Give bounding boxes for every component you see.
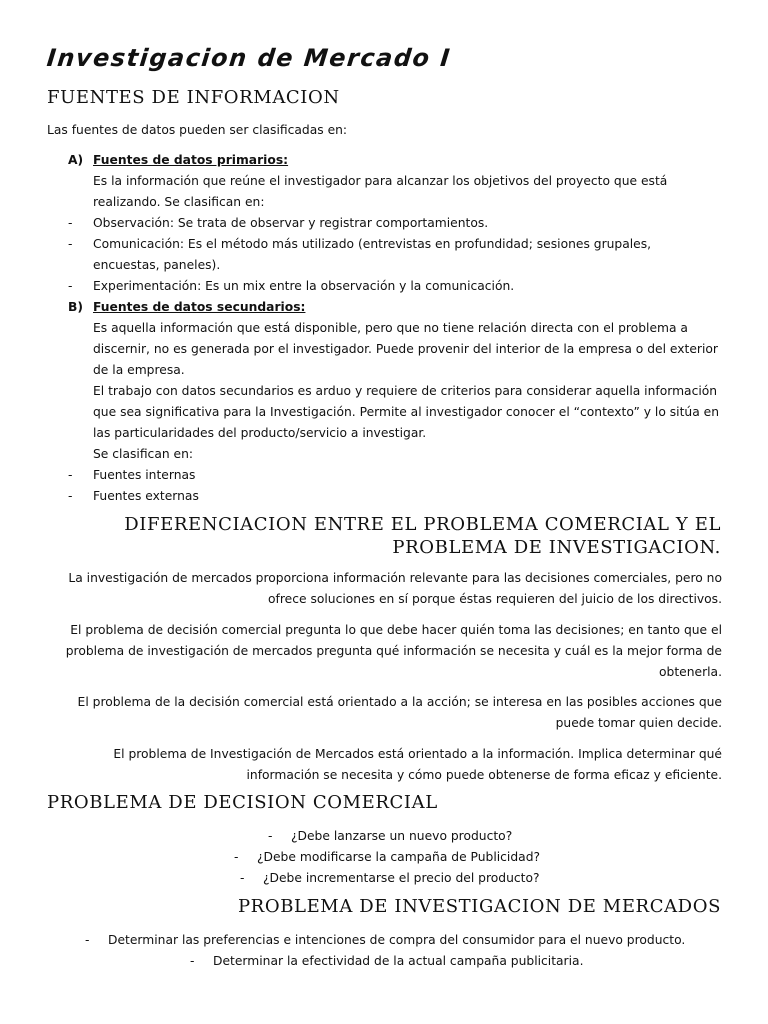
heading-fuentes: FUENTES DE INFORMACION [47,87,340,108]
decision-item: ¿Debe modificarse la campaña de Publicidad? [257,850,541,864]
dif-paragraph: La investigación de mercados proporciona información relevante para las decisiones comerciales, pero no ofrece soluciones en sí porque éstas requieren del juicio de los directivos. [68,571,722,606]
primarios-desc: Es la información que reúne el investigador para alcanzar los objetivos del proyecto que está realizando. Se clasifican en: [93,174,668,209]
dif-paragraph: El problema de Investigación de Mercados está orientado a la información. Implica determinar qué información se necesita y cómo puede obtenerse de forma eficaz y eficiente. [113,747,722,782]
document-title: Investigacion de Mercado I [45,44,453,72]
intro-text: Las fuentes de datos pueden ser clasificadas en: [47,123,348,137]
bullet-dash: - [68,279,73,293]
bullet-dash: - [190,954,195,968]
heading-investigacion-mercados: PROBLEMA DE INVESTIGACION DE MERCADOS [237,896,721,917]
investigacion-item: Determinar la efectividad de la actual campaña publicitaria. [213,954,584,968]
primarios-title: Fuentes de datos primarios: [93,153,289,167]
primarios-item: Comunicación: Es el método más utilizado (entrevistas en profundidad; sesiones grupales, encuestas, paneles). [93,237,652,272]
dif-paragraph: El problema de la decisión comercial está orientado a la acción; se interesa en las posibles acciones que puede tomar quien decide. [77,695,722,730]
investigacion-item: Determinar las preferencias e intenciones de compra del consumidor para el nuevo producto. [108,933,686,947]
bullet-dash: - [68,468,73,482]
secundarios-item: Fuentes externas [93,489,199,503]
secundarios-item: Fuentes internas [93,468,196,482]
primarios-item: Observación: Se trata de observar y registrar comportamientos. [93,216,489,230]
decision-item: ¿Debe incrementarse el precio del producto? [263,871,540,885]
dif-paragraph: El problema de decisión comercial pregunta lo que debe hacer quién toma las decisiones; en tanto que el problema de investigación de mercados pregunta qué información se necesita y cuál es la mejor forma de obtenerla. [65,623,722,679]
bullet-dash: - [240,871,245,885]
decision-item: ¿Debe lanzarse un nuevo producto? [291,829,513,843]
list-marker-b: B) [68,300,83,314]
heading-decision-comercial: PROBLEMA DE DECISION COMERCIAL [47,792,438,813]
secundarios-desc-1: Es aquella información que está disponible, pero que no tiene relación directa con el problema a discernir, no es generada por el investigador. Puede provenir del interior de la empresa o del exterior de la empresa. [93,321,718,377]
bullet-dash: - [234,850,239,864]
secundarios-desc-2: El trabajo con datos secundarios es arduo y requiere de criterios para considerar aquella información que sea significativa para la Investigación. Permite al investigador conocer el “contexto” y lo sitúa en las particularidades del producto/servicio a investigar. [93,384,719,440]
bullet-dash: - [68,216,73,230]
secundarios-desc-3: Se clasifican en: [93,447,194,461]
heading-diferenciacion: DIFERENCIACION ENTRE EL PROBLEMA COMERCIAL Y EL PROBLEMA DE INVESTIGACION. [124,514,721,558]
bullet-dash: - [85,933,90,947]
bullet-dash: - [268,829,273,843]
bullet-dash: - [68,237,73,251]
list-marker-a: A) [68,153,84,167]
primarios-item: Experimentación: Es un mix entre la observación y la comunicación. [93,279,515,293]
secundarios-title: Fuentes de datos secundarios: [93,300,306,314]
bullet-dash: - [68,489,73,503]
